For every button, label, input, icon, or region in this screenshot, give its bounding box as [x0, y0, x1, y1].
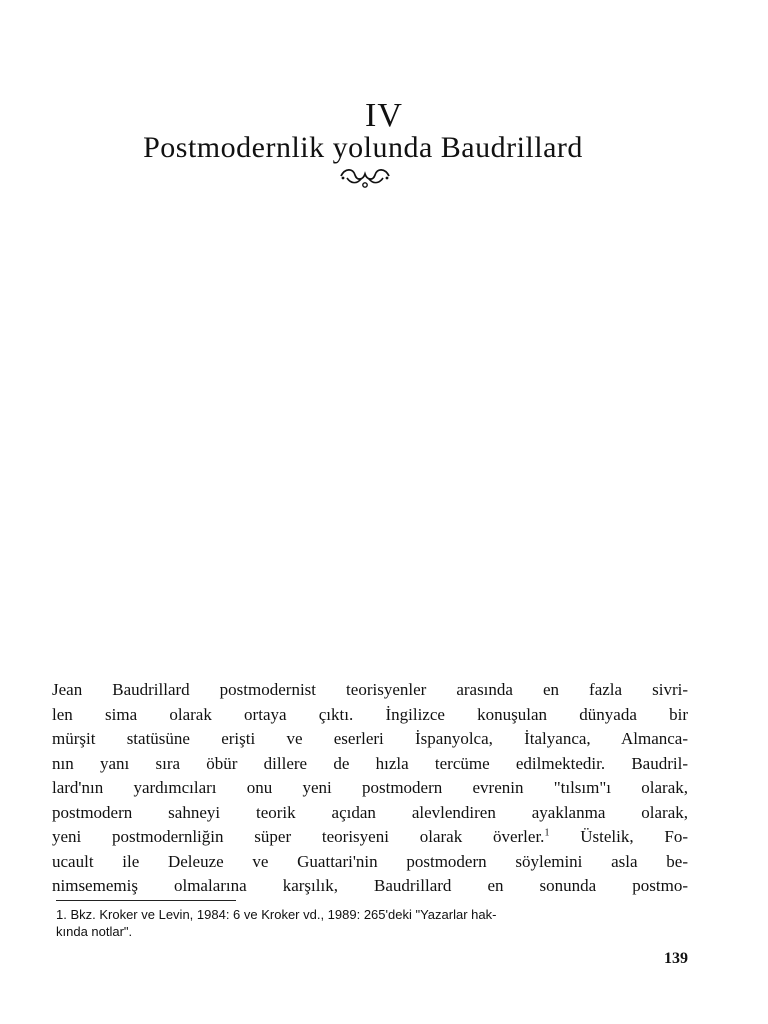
- footnote-reference: 1: [544, 827, 550, 839]
- chapter-title: Postmodernlik yolunda Baudrillard: [143, 131, 583, 164]
- body-line-9: nimsememiş olmalarına karşılık, Baudrillard en sonunda postmo-: [52, 876, 688, 895]
- body-line-7-text: yeni postmodernliğin süper teorisyeni olarak överler.: [52, 827, 545, 846]
- body-paragraph: [52, 678, 688, 899]
- footnote: [56, 906, 688, 940]
- body-line-8: ucault ile Deleuze ve Guattari'nin postmodern söylemini asla be-: [52, 851, 688, 871]
- body-line-5: lard'nın yardımcıları onu yeni postmodern evrenin "tılsım"ı olarak,: [52, 778, 688, 797]
- footnote-line-1: 1. Bkz. Kroker ve Levin, 1984: 6 ve Kroker vd., 1989: 265'deki "Yazarlar hak-: [56, 907, 497, 922]
- body-line-7: [52, 825, 688, 850]
- footnote-line-2: kında notlar".: [56, 924, 133, 939]
- body-line-3: mürşit statüsüne erişti ve eserleri İspanyolca, İtalyanca, Almanca-: [52, 729, 688, 748]
- footnote-divider: [56, 900, 236, 901]
- page-number: 139: [664, 950, 688, 967]
- body-line-4: nın yanı sıra öbür dillere de hızla tercüme edilmektedir. Baudril-: [52, 753, 688, 773]
- body-line-7-tail: Üstelik, Fo-: [549, 827, 688, 846]
- body-line-2: len sima olarak ortaya çıktı. İngilizce konuşulan dünyada bir: [52, 704, 688, 724]
- chapter-number: IV: [365, 97, 403, 134]
- decorative-flourish-icon: [337, 166, 393, 190]
- body-line-6: postmodern sahneyi teorik açıdan alevlendiren ayaklanma olarak,: [52, 802, 688, 822]
- body-line-1: Jean Baudrillard postmodernist teorisyenler arasında en fazla sivri-: [52, 680, 688, 699]
